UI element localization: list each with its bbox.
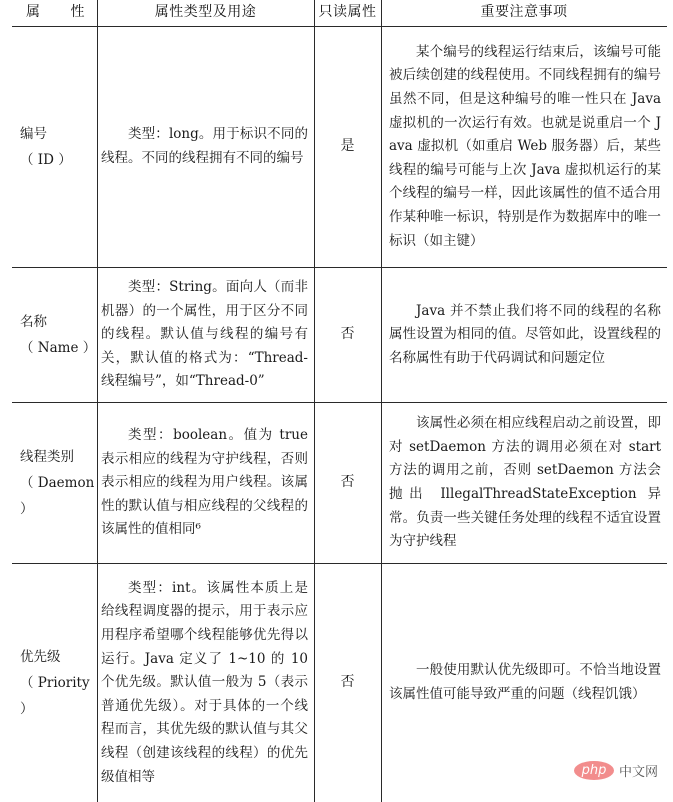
type-usage-text: 类型：int。该属性本质上是给线程调度器的提示，用于表示应用程序希望哪个线程能够优先得以运行。Java 定义了 1~10 的 10 个优先级。默认值一般为 5（表示普通优先级）。对于具体的一个线程而言，其优先级的默认值与其父线程（创建该线程的线程）的优先级值相等 <box>101 579 308 785</box>
table-row-name-notes <box>381 268 667 402</box>
type-usage-text: 类型：String。面向人（而非机器）的一个属性，用于区分不同的线程。默认值与线程的编号有关，默认值的格式为：“Thread-线程编号”，如“Thread-0” <box>101 279 308 390</box>
table-row-daemon-type <box>97 403 314 563</box>
table-row-priority-readonly: 否 <box>340 674 355 691</box>
table-row-id-readonly: 是 <box>340 138 355 155</box>
notes-text: Java 并不禁止我们将不同的线程的名称属性设置为相同的值。尽管如此，设置线程的名称属性有助于代码调试和问题定位 <box>389 302 661 366</box>
attribute-name-en: （ Priority ） <box>20 675 90 717</box>
table-row-id-type <box>97 27 314 267</box>
php-logo-icon: php <box>574 761 614 780</box>
notes-text: 某个编号的线程运行结束后，该编号可能被后续创建的线程使用。不同线程拥有的编号虽然不同，但是这种编号的唯一性只在 Java 虚拟机的一次运行有效。也就是说重启一个 Java 虚拟机（如重启 Web 服务器）后，某些线程的编号可能与上次 Java 虚拟机运行的某个线程的编号一样，因此该属性的值不适合用作某种唯一标识，特别是作为数据库中的唯一标识（如主键） <box>389 43 661 249</box>
notes-text: 一般使用默认优先级即可。不恰当地设置该属性值可能导致严重的问题（线程饥饿） <box>389 662 661 702</box>
attribute-name-en: （ Name ） <box>20 340 97 356</box>
php-cn-watermark <box>574 761 658 780</box>
header-type-usage: 属性类型及用途 <box>154 4 257 21</box>
thread-attributes-table <box>12 0 667 802</box>
table-row-priority-name <box>12 564 97 802</box>
table-row-name-type <box>97 268 314 402</box>
header-attribute-char1: 属 <box>26 4 41 21</box>
header-read-only: 只读属性 <box>318 4 377 21</box>
table-row-id-name <box>12 27 97 267</box>
table-row-name-readonly: 否 <box>340 326 355 343</box>
attribute-name-en: （ ID ） <box>20 152 72 168</box>
table-row-priority-type <box>97 564 314 802</box>
type-usage-text: 类型：boolean。值为 true 表示相应的线程为守护线程，否则表示相应的线程为用户线程。该属性的默认值与相应线程的父线程的该属性的值相同⁶ <box>101 427 308 538</box>
attribute-name-zh: 优先级 <box>20 649 61 665</box>
header-attribute <box>12 0 97 26</box>
attribute-name-zh: 编号 <box>20 126 47 142</box>
table-row-daemon-name <box>12 403 97 563</box>
notes-text: 该属性必须在相应线程启动之前设置，即对 setDaemon 方法的调用必须在对 start 方法的调用之前，否则 setDaemon 方法会抛出 IllegalThreadStateException 异常。负责一些关键任务处理的线程不适宜设置为守护线程 <box>389 415 661 550</box>
header-notes: 重要注意事项 <box>480 4 568 21</box>
table-row-daemon-notes <box>381 403 667 563</box>
attribute-name-zh: 线程类别 <box>20 449 74 465</box>
type-usage-text: 类型：long。用于标识不同的线程。不同的线程拥有不同的编号 <box>101 126 308 166</box>
table-row-daemon-readonly: 否 <box>340 474 355 491</box>
header-attribute-char2: 性 <box>70 4 85 21</box>
table-row-name-name <box>12 268 97 402</box>
watermark-text: 中文网 <box>619 765 659 780</box>
attribute-name-en: （ Daemon ） <box>20 475 95 517</box>
attribute-name-zh: 名称 <box>20 314 47 330</box>
table-row-id-notes <box>381 27 667 267</box>
